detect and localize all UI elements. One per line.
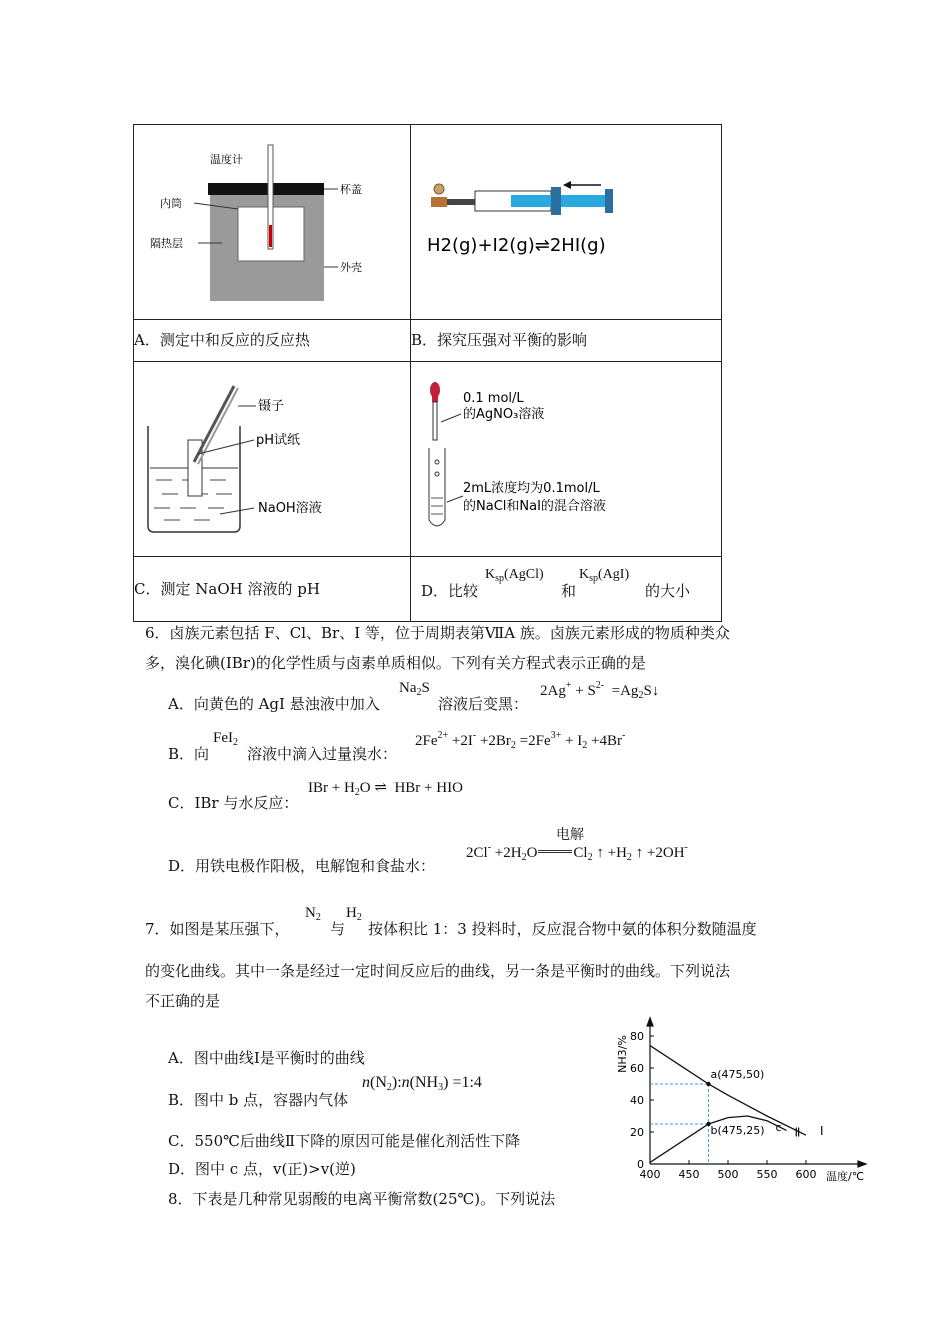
caption-a: A．测定中和反应的反应热 (134, 320, 411, 362)
curve-I (650, 1046, 806, 1136)
q7-b-ratio: $n(N_2):n(NH_3)$ =1:4 (362, 1074, 482, 1093)
q6-option-a-post: 溶液后变黑： (438, 695, 529, 713)
syringe-figure (411, 125, 721, 315)
y-axis-label: NH3/% (616, 1035, 629, 1073)
tweezers (194, 386, 234, 462)
curve-label: Ⅱ (794, 1125, 801, 1140)
label-naoh: NaOH溶液 (258, 501, 322, 516)
caption-b: B．探究压强对平衡的影响 (411, 320, 722, 362)
q6-stem-line2: 多，溴化碘(IBr)的化学性质与卤素单质相似。下列有关方程式表示正确的是 (145, 654, 646, 672)
q7-h2: $H_2$ (346, 905, 362, 923)
figure-d-cell (411, 362, 722, 557)
label-shell: 外壳 (340, 261, 362, 274)
label-insulation: 隔热层 (150, 237, 183, 250)
nh3-temperature-chart (600, 1014, 872, 1186)
q6-stem-line1: 6．卤族元素包括 F、Cl、Br、I 等，位于周期表第ⅦA 族。卤族元素形成的物质种类众 (145, 624, 730, 642)
label-lid: 杯盖 (340, 183, 362, 196)
tube-label-1: 2mL浓度均为0.1mol/L (463, 481, 600, 496)
x-tick-label: 450 (678, 1168, 700, 1181)
x-axis-arrow (858, 1161, 866, 1167)
q7-option-a: A．图中曲线Ⅰ是平衡时的曲线 (168, 1049, 365, 1067)
q7-stem-pre: 7．如图是某压强下， (145, 920, 290, 938)
experiment-table (133, 124, 722, 622)
label-inner: 内筒 (160, 197, 182, 210)
curve-II (650, 1116, 787, 1162)
label-ph-paper: pH试纸 (256, 433, 301, 448)
thermometer-bulb (269, 225, 272, 247)
q6-option-d: D．用铁电极作阳极，电解饱和食盐水： (168, 857, 436, 875)
ksp-agi: $K_{sp}(AgI)$ (579, 567, 630, 584)
dropper-label-1: 0.1 mol/L (463, 391, 524, 406)
q6-d-equation: $2Cl^- +2H_2O$ $Cl_2$ ↑ $+H_2$ ↑ +2OH- (466, 842, 688, 863)
point-label: c (775, 1120, 782, 1134)
label-tweezers: 镊子 (258, 399, 285, 414)
stopcock (431, 197, 447, 207)
figure-a-cell (134, 125, 411, 320)
y-tick-label: 20 (630, 1126, 644, 1139)
label-thermometer: 温度计 (210, 153, 243, 166)
dropper-bulb (430, 382, 440, 398)
dropper-figure (411, 362, 721, 552)
q6-a-na2s: $Na_2S$ (399, 680, 430, 698)
q7-stem-line3: 不正确的是 (145, 992, 221, 1010)
q6-a-equation: $2Ag^+ + S^{2-}$ $=Ag_2S↓$ (540, 680, 660, 701)
cup-lid (208, 183, 324, 195)
syringe-plunger (561, 195, 605, 207)
q7-stem-line2: 的变化曲线。其中一条是经过一定时间反应后的曲线，另一条是平衡时的曲线。下列说法 (145, 962, 731, 980)
q8-stem: 8．下表是几种常见弱酸的电离平衡常数(25℃)。下列说法 (168, 1190, 556, 1208)
q7-stem-mid: 与 (330, 920, 346, 938)
calorimeter-figure (134, 125, 410, 315)
caption-c: C．测定 NaOH 溶液的 pH (134, 557, 411, 622)
y-axis-arrow (647, 1018, 653, 1026)
caption-d-pre: D．比较 (421, 582, 479, 600)
figure-c-cell (134, 362, 411, 557)
point-a (706, 1082, 710, 1086)
x-tick-label: 600 (795, 1168, 817, 1181)
y-tick-label: 80 (630, 1030, 644, 1043)
point-label: a(475,50) (710, 1068, 765, 1081)
y-tick-label: 40 (630, 1094, 644, 1107)
equilibrium-equation: H2(g)+I2(g)⇌2HI(g) (427, 235, 606, 256)
dropper-label-2: 的AgNO₃溶液 (463, 407, 545, 422)
q6-c-equation: IBr + $H_2O$ ⇌ HBr + HIO (308, 780, 463, 798)
q7-n2: $N_2$ (305, 905, 321, 923)
beaker-figure (134, 362, 410, 552)
q6-b-fei2: FeI$_2$ (213, 730, 238, 748)
x-axis-label: 温度/℃ (826, 1170, 865, 1183)
x-tick-label: 500 (717, 1168, 739, 1181)
q7-option-d: D．图中 c 点，v(正)>v(逆) (168, 1160, 356, 1178)
tube-label-2: 的NaCl和NaI的混合溶液 (463, 499, 606, 514)
x-tick-label: 550 (756, 1168, 778, 1181)
q7-stem-post: 按体积比 1：3 投料时，反应混合物中氨的体积分数随温度 (368, 920, 757, 938)
caption-d (411, 557, 722, 622)
y-tick-label: 60 (630, 1062, 644, 1075)
curve-label: Ⅰ (820, 1124, 824, 1139)
q7-option-b: B．图中 b 点，容器内气体 (168, 1091, 349, 1109)
q7-option-c: C．550℃后曲线Ⅱ下降的原因可能是催化剂活性下降 (168, 1132, 521, 1150)
q6-option-a: A．向黄色的 AgI 悬浊液中加入 (168, 695, 380, 713)
dropper (433, 402, 437, 440)
caption-d-and: 和 (561, 582, 577, 600)
figure-b-cell (411, 125, 722, 320)
y-tick-label: 0 (637, 1158, 644, 1171)
ksp-agcl: $K_{sp}(AgCl)$ (485, 567, 544, 584)
point-label: b(475,25) (710, 1124, 765, 1137)
q6-option-c: C．IBr 与水反应： (168, 794, 299, 812)
x-tick-label: 400 (639, 1168, 661, 1181)
q6-option-b-post: 溶液中滴入过量溴水： (247, 745, 398, 763)
q6-b-equation: $2Fe^{2+} +2I^- +2Br_2 =2Fe^{3+} + I_2 +4Br^-$ (415, 730, 626, 751)
q6-d-electrolysis: 电解 (556, 827, 584, 843)
q6-option-b: B．向 (168, 745, 210, 763)
caption-d-post: 的大小 (645, 582, 691, 600)
